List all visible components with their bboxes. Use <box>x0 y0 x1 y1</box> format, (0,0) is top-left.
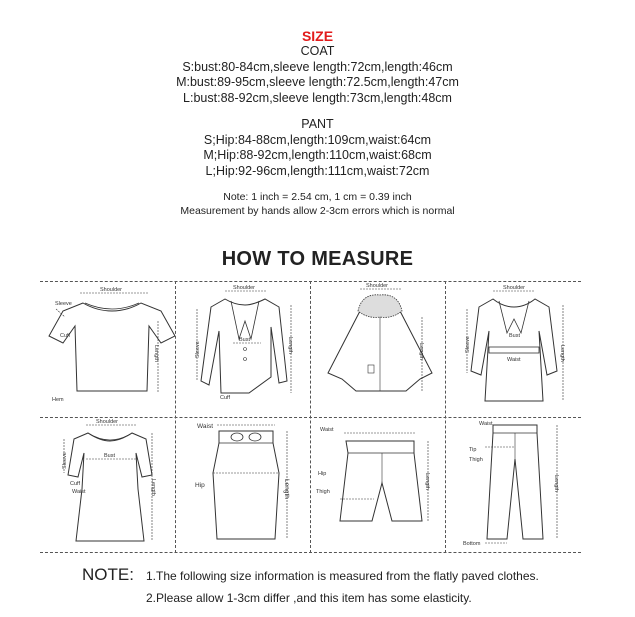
label-length: Length <box>287 337 293 354</box>
label-shoulder: Shoulder <box>100 287 123 293</box>
label-shoulder: Shoulder <box>233 285 256 291</box>
skirt-diagram <box>175 417 310 553</box>
label-cuff: Cuff <box>70 481 80 487</box>
blazer-diagram <box>175 281 310 417</box>
label-length: Length <box>553 475 559 492</box>
coat-size-s: S:bust:80-84cm,sleeve length:72cm,length:46cm <box>182 59 453 74</box>
label-shoulder: Shoulder <box>366 283 389 289</box>
pant-size-m: M;Hip:88-92cm,length:110cm,waist:68cm <box>203 148 432 162</box>
label-sleeve: Sleeve <box>55 301 72 307</box>
label-bust: Bust <box>509 333 521 339</box>
how-to-measure-title: HOW TO MEASURE <box>221 248 414 270</box>
label-tip: Tip <box>469 447 477 453</box>
note-line-2: 2.Please allow 1-3cm differ ,and this item has some elasticity. <box>146 591 472 605</box>
label-bust: Bust <box>239 337 251 343</box>
measurement-error-note: Measurement by hands allow 2-3cm errors which is normal <box>180 205 455 217</box>
note-line-1: 1.The following size information is measured from the flatly paved clothes. <box>146 569 539 583</box>
trench-coat-diagram <box>445 281 580 417</box>
label-waist: Waist <box>72 489 86 495</box>
pants-diagram <box>445 417 580 553</box>
pant-size-s: S;Hip:84-88cm,length:109cm,waist:64cm <box>203 132 432 147</box>
label-length: Length <box>153 345 159 362</box>
note-label: NOTE: <box>82 565 134 584</box>
cape-coat-diagram <box>310 281 445 417</box>
coat-size-m: M:bust:89-95cm,sleeve length:72.5cm,length:47cm <box>176 75 459 89</box>
label-bust: Bust <box>104 453 116 459</box>
label-hip: Hip <box>195 482 205 489</box>
label-waist: Waist <box>479 421 493 427</box>
label-thigh: Thigh <box>316 489 330 495</box>
label-waist: Waist <box>507 357 521 363</box>
label-hem: Hem <box>52 397 64 403</box>
label-sleeve: Sleeve <box>195 341 201 358</box>
pant-heading: PANT <box>301 117 334 131</box>
label-waist: Waist <box>197 423 214 430</box>
label-shoulder: Shoulder <box>503 285 526 291</box>
unit-conversion-note: Note: 1 inch = 2.54 cm, 1 cm = 0.39 inch <box>223 191 412 203</box>
label-thigh: Thigh <box>469 457 483 463</box>
label-sleeve: Sleeve <box>465 336 471 353</box>
size-title: SIZE <box>301 28 334 44</box>
label-length: Length <box>150 479 156 496</box>
label-bottom: Bottom <box>463 541 481 547</box>
label-length: Length <box>418 343 424 360</box>
label-length: Length <box>283 479 290 499</box>
label-shoulder: Shoulder <box>96 419 119 425</box>
coat-size-l: L:bust:88-92cm,sleeve length:73cm,length:48cm <box>183 90 452 105</box>
shorts-diagram <box>310 417 445 553</box>
coat-heading: COAT <box>300 44 335 58</box>
pant-size-l: L;Hip:92-96cm,length:111cm,waist:72cm <box>205 163 430 178</box>
size-chart <box>0 28 635 218</box>
label-cuff: Cuff <box>60 333 70 339</box>
label-length: Length <box>424 473 430 490</box>
label-sleeve: Sleeve <box>62 452 68 469</box>
label-hip: Hip <box>318 471 327 477</box>
dress-diagram <box>40 417 175 553</box>
measure-diagram-grid <box>40 281 581 553</box>
label-cuff: Cuff <box>220 395 230 401</box>
tshirt-diagram <box>40 281 175 417</box>
label-waist: Waist <box>320 427 334 433</box>
label-length: Length <box>559 345 565 362</box>
